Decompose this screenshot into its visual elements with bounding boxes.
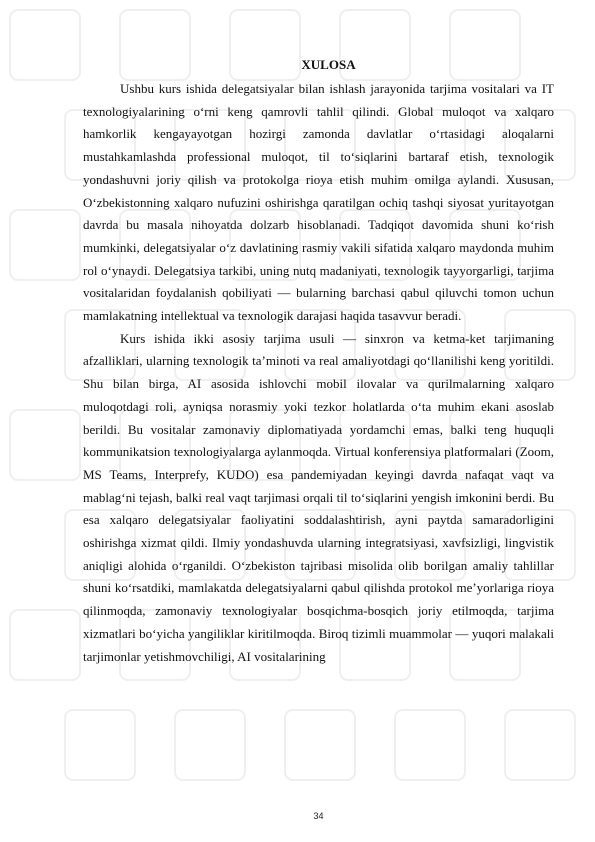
paragraph-2: Kurs ishida ikki asosiy tarjima usuli — sinxron va ketma-ket tarjimaning afzalliklari, ularning texnologik ta’minoti va real amaliyotdagi qo‘llanilishi keng yoritildi. Shu bilan birga, AI asosida ishlovchi mobil ilovalar va qurilmalarning xalqaro muloqotdagi roli, ayniqsa norasmiy yoki tezkor holatlarda o‘ta muhim ekani asoslab berildi. Bu vositalar zamonaviy diplomatiyada yordamchi emas, balki teng huquqli kommunikatsion texnologiyalarga aylanmoqda. Virtual konferensiya platformalari (Zoom, MS Teams, Interprefy, KUDO) esa pandemiyadan keyingi davrda nafaqat vaqt va mablag‘ni tejash, balki real vaqt tarjimasi orqali til to‘siqlarini yengish imkonini berdi. Bu esa xalqaro delegatsiyalar faoliyatini soddalashtirish, ayni paytda samaradorligini oshirishga xizmat qildi. Ilmiy yondashuvda ularning integratsiyasi, xavfsizligi, lingvistik aniqligi alohida o‘rganildi. O‘zbekiston tajribasi misolida olib borilgan amaliy tahlillar shuni ko‘rsatdiki, mamlakatda delegatsiyalarni qabul qilishda protokol me’yorlariga rioya qilinmoqda, zamonaviy texnologiyalar bosqichma-bosqich joriy etilmoqda, tarjima xizmatlari bo‘yicha yangiliklar kiritilmoqda. Biroq tizimli muammolar — yuqori malakali tarjimonlar yetishmovchiligi, AI vositalarining xyxy=(83,330,554,664)
paragraph-1: Ushbu kurs ishida delegatsiyalar bilan ishlash jarayonida tarjima vositalari va IT texnologiyalarining o‘rni keng qamrovli tahlil qilindi. Global muloqot va xalqaro hamkorlik kengayayotgan hozirgi zamonda davlatlar o‘rtasidagi aloqalarni mustahkamlashda professional muloqot, til to‘siqlarini bartaraf etish, texnologik yondashuvni joriy qilish va protokolga rioya etish muhim omilga aylandi. Xususan, O‘zbekistonning xalqaro nufuzini oshirishga qaratilgan ochiq tashqi siyosat yuritayotgan davrda bu masala nihoyatda dolzarb hisoblanadi. Tadqiqot davomida shuni ko‘rish mumkinki, delegatsiyalar o‘z davlatining rasmiy vakili sifatida xalqaro maydonda muhim rol o‘ynaydi. Delegatsiya tarkibi, uning nutq madaniyati, texnologik tayyorgarligi, tarjima vositalaridan foydalanish qobiliyati — bularning barchasi qabul qiluvchi tomon uchun mamlakatning intellektual va texnologik darajasi haqida tasavvur beradi. xyxy=(83,81,554,324)
page-number: 34 xyxy=(313,811,324,821)
section-title: XULOSA xyxy=(301,57,356,72)
document-body xyxy=(83,52,554,668)
